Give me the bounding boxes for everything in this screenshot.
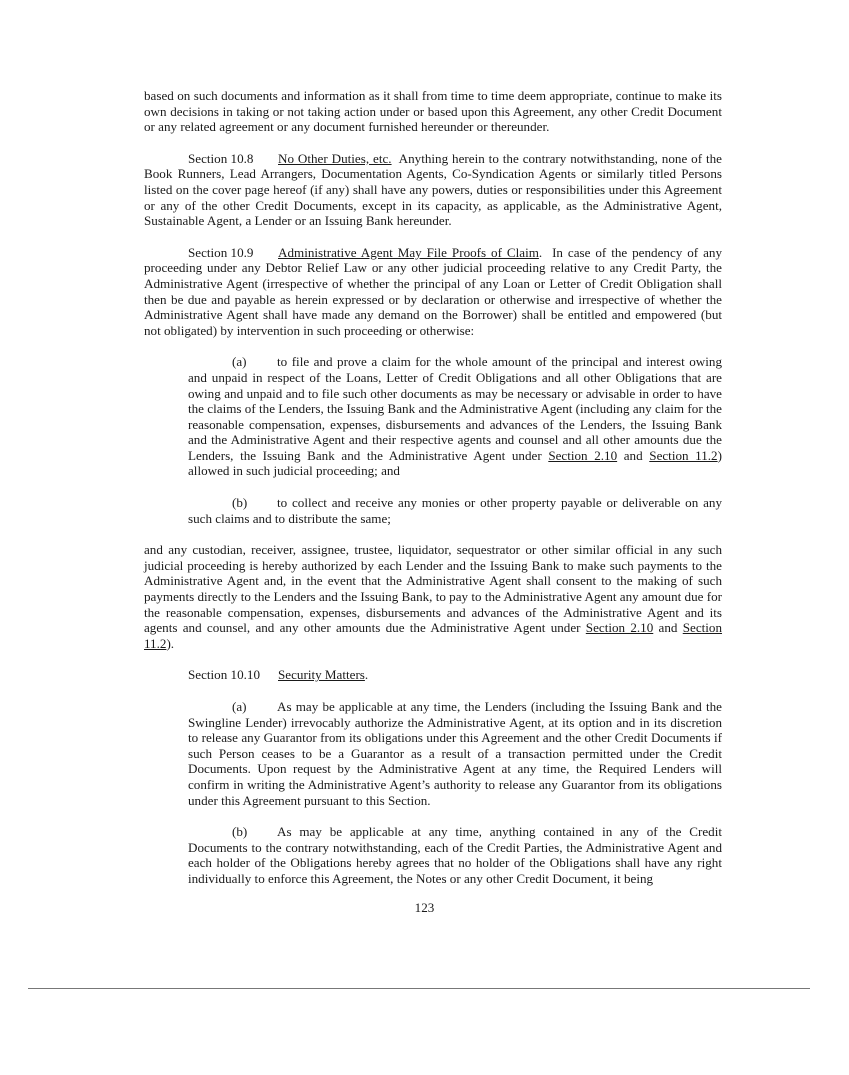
- cross-reference: Section 11.2: [649, 447, 718, 463]
- section-10-9-body: In case of the pendency of any proceeding under any Debtor Relief Law or any other judicial proceeding relative to any Credit Party, the Administrative Agent (irrespective of whether the principal of any Loan or Letter of Credit Obligation shall then be due and payable as herein expressed or by declaration or otherwise and irrespective of whether the Administrative Agent shall have made any demand on the Borrower) shall be entitled and empowered (but not obligated) by intervention in such proceeding or otherwise:: [144, 244, 722, 338]
- section-10-10-number: Section 10.10: [188, 667, 261, 683]
- section-10-8: [144, 151, 722, 229]
- section-10-10: Section 10.10 Security Matters.: [188, 667, 369, 683]
- section-10-9-closing: and any custodian, receiver, assignee, trustee, liquidator, sequestrator or other similar official in any such judicial proceeding is hereby authorized by each Lender and the Issuing Bank to make such payments to the Administrative Agent and, in the event that the Administrative Agent shall consent to the making of such payments directly to the Lenders and the Issuing Bank, to pay to the Administrative Agent any amount due for the reasonable compensation, expenses, disbursements and advances of the Administrative Agent and its agents and counsel, and any other amounts due the Administrative Agent under Section 2.10 and Section 11.2).: [144, 542, 723, 651]
- cross-reference: Section 2.10: [548, 447, 618, 463]
- section-10-10-title: Security Matters: [278, 667, 365, 683]
- section-10-9-number: Section 10.9: [188, 244, 254, 260]
- section-10-9-clause-b: (b) to collect and receive any monies or other property payable or deliverable on any such claims and to distribute the same;: [188, 495, 722, 526]
- section-10-8-number: Section 10.8: [188, 150, 254, 166]
- section-10-10-clause-b: (b) As may be applicable at any time, anything contained in any of the Credit Documents to the contrary notwithstanding, each of the Credit Parties, the Administrative Agent and each holder of the Obligations hereby agrees that no holder of the Obligations shall have any right individually to enforce this Agreement, the Notes or any other Credit Document, it being: [188, 824, 722, 886]
- section-10-8-title: No Other Duties, etc.: [278, 150, 392, 166]
- clause-label: (b): [232, 495, 248, 511]
- cross-reference: Section 11.2: [144, 620, 723, 651]
- section-10-9: Section 10.9 Administrative Agent May File Proofs of Claim. In case of the pendency of any proceeding under any Debtor Relief Law or any other judicial proceeding relative to any Credit Party, the Administrative Agent (irrespective of whether the principal of any Loan or Letter of Credit Obligation shall then be due and payable as herein expressed or by declaration or otherwise and irrespective of whether the Administrative Agent shall have made any demand on the Borrower) shall be entitled and empowered (but not obligated) by intervention in such proceeding or otherwise:: [144, 244, 722, 338]
- clause-label: (a): [232, 699, 247, 714]
- section-10-10-clause-a: (a) As may be applicable at any time, the Lenders (including the Issuing Bank and the Swingline Lender) irrevocably authorize the Administrative Agent, at its option and in its discretion to release any Guarantor from its obligations under this Agreement and the other Credit Documents if such Person ceases to be a Guarantor as a result of a transaction permitted under the Credit Documents. Upon request by the Administrative Agent at any time, the Required Lenders will confirm in writing the Administrative Agent’s authority to release any Guarantor from its obligations under this Agreement pursuant to this Section.: [188, 699, 722, 808]
- document-body: [144, 88, 722, 887]
- cross-reference: Section 2.10: [585, 620, 654, 636]
- section-10-8-body: Anything herein to the contrary notwithstanding, none of the Book Runners, Lead Arrangers, Documentation Agents, Co-Syndication Agents or similarly titled Persons listed on the cover page hereof (if any) shall have any powers, duties or responsibilities under this Agreement or any of the other Credit Documents, except in its capacity, as applicable, as the Administrative Agent, Sustainable Agent, a Lender or an Issuing Bank hereunder.: [144, 150, 722, 229]
- clause-label: (b): [232, 824, 248, 840]
- section-10-9-title: Administrative Agent May File Proofs of Claim: [278, 244, 539, 260]
- intro-paragraph: based on such documents and information as it shall from time to time deem appropriate, continue to make its own decisions in taking or not taking action under or based upon this Agreement, any other Credit Document or any related agreement or any document furnished hereunder or thereunder.: [144, 88, 722, 135]
- section-10-9-clause-a: (a) to file and prove a claim for the whole amount of the principal and interest owing and unpaid in respect of the Loans, Letter of Credit Obligations and all other Obligations that are owing and unpaid and to file such other documents as may be necessary or advisable in order to have the claims of the Lenders, the Issuing Bank and the Administrative Agent (including any claim for the reasonable compensation, expenses, disbursements and advances of the Lenders, the Issuing Bank and the Administrative Agent and their respective agents and counsel and all other amounts due the Lenders, the Issuing Bank and the Administrative Agent under Section 2.10 and Section 11.2) allowed in such judicial proceeding; and: [188, 354, 722, 479]
- page-number: 123: [414, 900, 435, 915]
- clause-label: (a): [232, 354, 247, 370]
- footer-divider: [28, 988, 810, 989]
